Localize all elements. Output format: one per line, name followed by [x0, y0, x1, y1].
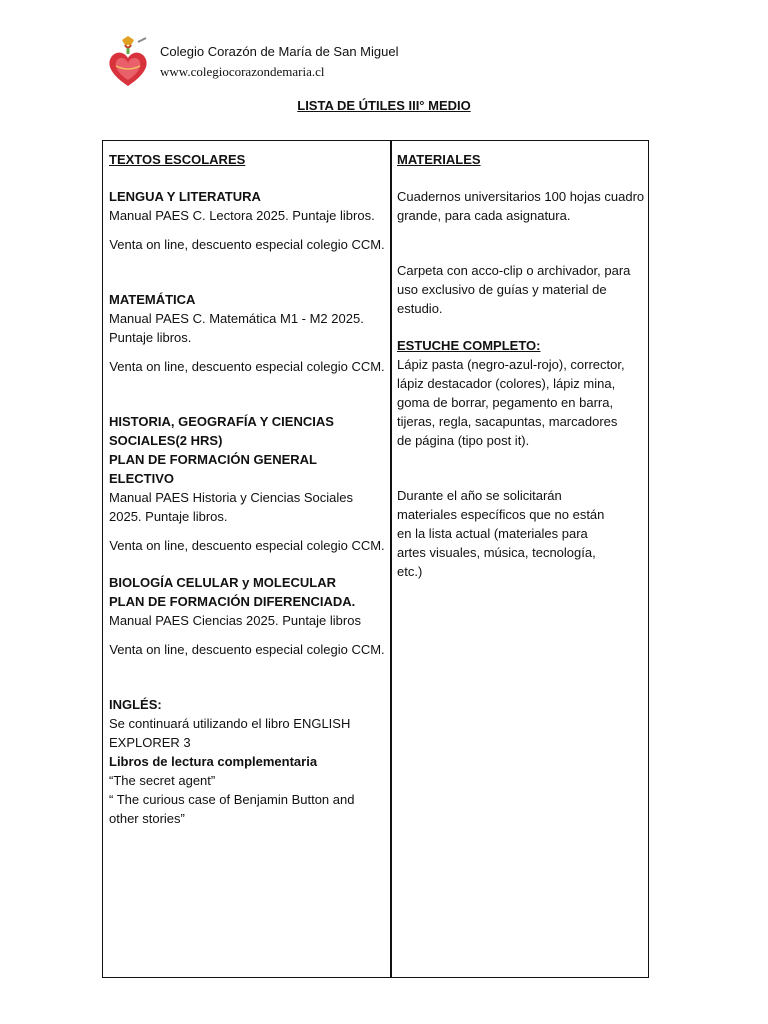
- durante-line: en la lista actual (materiales para: [397, 526, 588, 541]
- durante-line: etc.): [397, 564, 423, 579]
- ingles-subtitle: Libros de lectura complementaria: [109, 754, 318, 769]
- biologia-title: BIOLOGÍA CELULAR y MOLECULAR: [109, 575, 337, 590]
- estuche-line: de página (tipo post it).: [397, 433, 530, 448]
- sacred-heart-logo-icon: [106, 36, 150, 88]
- matematica-sale: Venta on line, descuento especial colegio CCM.: [109, 359, 385, 374]
- ingles-text: Se continuará utilizando el libro ENGLISH EXPLORER 3: [109, 716, 351, 750]
- textbooks-column: [109, 150, 385, 828]
- estuche-line: lápiz destacador (colores), lápiz mina,: [397, 376, 616, 391]
- school-name: Colegio Corazón de María de San Miguel: [160, 44, 399, 59]
- historia-title: HISTORIA, GEOGRAFÍA Y CIENCIAS SOCIALES(2 HRS): [109, 414, 334, 448]
- biologia-sale: Venta on line, descuento especial colegio CCM.: [109, 642, 385, 657]
- ingles-book-1: “The secret agent”: [109, 773, 216, 788]
- lengua-text: Manual PAES C. Lectora 2025. Puntaje libros.: [109, 208, 375, 223]
- school-website: www.colegiocorazondemaria.cl: [160, 64, 325, 79]
- column-divider: [390, 141, 392, 977]
- durante-line: Durante el año se solicitarán: [397, 488, 562, 503]
- biologia-subtitle: PLAN DE FORMACIÓN DIFERENCIADA.: [109, 594, 356, 609]
- durante-line: materiales específicos que no están: [397, 507, 605, 522]
- ingles-title: INGLÉS:: [109, 697, 162, 712]
- textbooks-heading: TEXTOS ESCOLARES: [109, 152, 246, 167]
- matematica-text: Manual PAES C. Matemática M1 - M2 2025. Puntaje libros.: [109, 311, 364, 345]
- supplies-table: [102, 140, 649, 978]
- page-title: LISTA DE ÚTILES III° MEDIO: [297, 98, 471, 113]
- ingles-book-2: “ The curious case of Benjamin Button and other stories”: [109, 792, 355, 826]
- materials-column: [397, 150, 645, 581]
- historia-subtitle: PLAN DE FORMACIÓN GENERAL ELECTIVO: [109, 452, 317, 486]
- durante-line: artes visuales, música, tecnología,: [397, 545, 596, 560]
- estuche-title: ESTUCHE COMPLETO:: [397, 338, 541, 353]
- estuche-line: tijeras, regla, sacapuntas, marcadores: [397, 414, 618, 429]
- lengua-title: LENGUA Y LITERATURA: [109, 189, 261, 204]
- biologia-text: Manual PAES Ciencias 2025. Puntaje libros: [109, 613, 361, 628]
- carpeta-text: Carpeta con acco-clip o archivador, para uso exclusivo de guías y material de estudio.: [397, 263, 631, 316]
- estuche-line: goma de borrar, pegamento en barra,: [397, 395, 614, 410]
- historia-sale: Venta on line, descuento especial colegio CCM.: [109, 538, 385, 553]
- matematica-title: MATEMÁTICA: [109, 292, 196, 307]
- cuadernos-text: Cuadernos universitarios 100 hojas cuadro grande, para cada asignatura.: [397, 189, 645, 223]
- estuche-line: Lápiz pasta (negro-azul-rojo), corrector,: [397, 357, 625, 372]
- lengua-sale: Venta on line, descuento especial colegio CCM.: [109, 237, 385, 252]
- materials-heading: MATERIALES: [397, 152, 481, 167]
- historia-text: Manual PAES Historia y Ciencias Sociales 2025. Puntaje libros.: [109, 490, 353, 524]
